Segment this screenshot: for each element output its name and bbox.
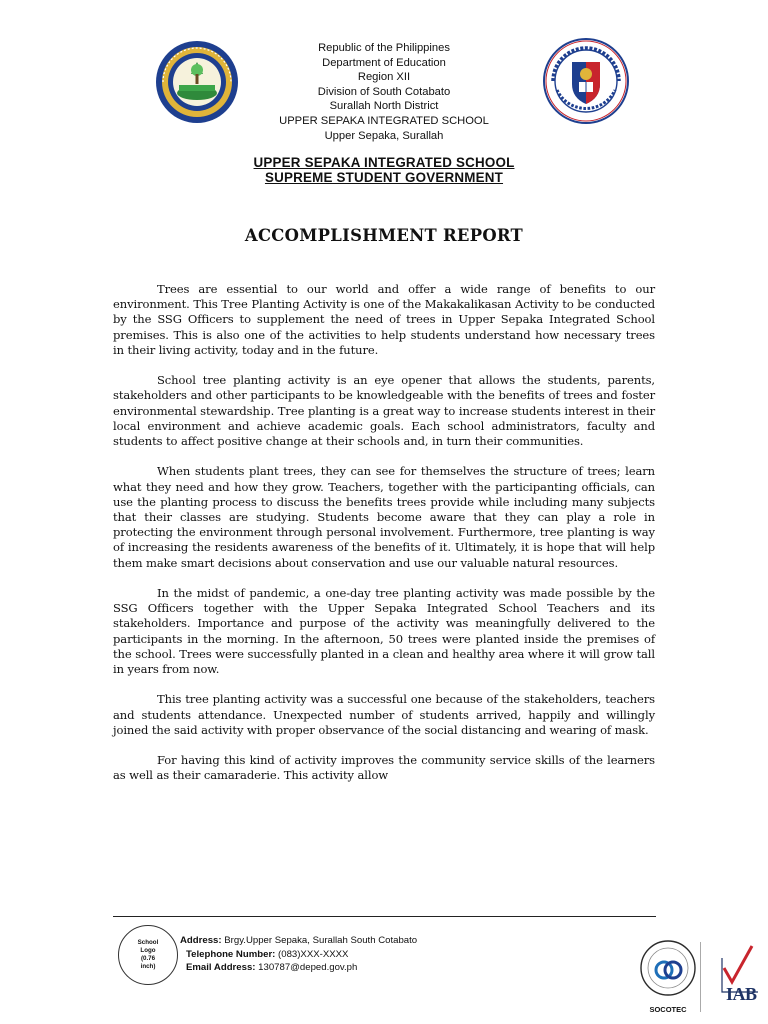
school-seal-icon [155,40,239,124]
iab-label: IAB [726,984,757,1004]
telephone-value: (083)XXX-XXXX [275,948,349,960]
letterhead-line: Region XII [357,71,411,84]
body-paragraph: In the midst of pandemic, a one-day tree planting activity was made possible by the SSG Officers together with the Upper Sepaka Integrated School Teachers and its stakeholders. Importance and purpose of the activity was meaningfully delivered to the participants in the morning. In the afternoon, 50 trees were planted inside the premises of the school. Trees were successfully planted in a clean and healthy area where it will grow tall in years from now. [113,586,655,677]
footer-address [180,934,417,948]
footer-telephone [180,948,417,962]
logo-placeholder-text: School [137,939,159,946]
logo-placeholder-text: (0.76 [140,955,156,962]
organization-school: UPPER SEPAKA INTEGRATED SCHOOL [253,155,515,170]
footer-email [180,961,417,975]
footer-contact [180,934,417,975]
footer-divider [113,916,656,917]
email-label: Email Address: [186,962,256,974]
address-label: Address: [180,935,222,946]
letterhead-line: Surallah North District [329,100,439,113]
letterhead-line: Upper Sepaka, Surallah [324,129,444,142]
page-title: ACCOMPLISHMENT REPORT [244,226,524,245]
deped-seal-icon [543,38,629,124]
body-paragraph: When students plant trees, they can see for themselves the structure of trees; learn what they need and how they grow. Teachers, together with the participanting officials, can use the planting process to discuss the benefits trees provide while including many subjects that their classes are studying. Students become aware that they can play a role in protecting the environment through personal involvement. Furthermore, tree planting is way of increasing the residents awareness of the benefits of it. Ultimately, it is hope that will help them make smart decisions about conservation and use our valuable natural resources. [113,464,655,570]
logo-placeholder-text: inch) [140,963,156,970]
body-paragraph: School tree planting activity is an eye opener that allows the students, parents, stakeholders and other participants to be knowledgeable with the benefits of trees and foster environmental stewardship. Tree planting is a great way to increase students interest in their local environment and achieve academic goals. Each school administrators, faculty and students to affect positive change at their schools and, in turn their communities. [113,373,655,449]
letterhead-line: Division of South Cotabato [317,85,451,98]
school-logo-placeholder [118,925,178,985]
email-value: 130787@deped.gov.ph [255,962,358,974]
telephone-label: Telephone Number: [186,948,276,960]
body-paragraph: This tree planting activity was a successful one because of the stakeholders, teachers and students attendance. Unexpected number of students arrived, happily and willingly joined the said activity with proper observance of the social distancing and wearing of mask. [113,692,655,737]
logo-placeholder-text: Logo [140,947,156,954]
socotec-label: SOCOTEC [649,1005,687,1014]
body-paragraph: Trees are essential to our world and offer a wide range of benefits to our environment. This Tree Planting Activity is one of the Makakalikasan Activity to be conducted by the SSG Officers to supplement the need of trees in Upper Sepaka Integrated School premises. This is also one of the activities to help students understand how necessary trees in their living activity, today and in the future. [113,282,655,357]
letterhead [250,41,518,143]
organization-body: SUPREME STUDENT GOVERNMENT [264,170,504,185]
organization-heading [160,155,608,185]
letterhead-line: Department of Education [322,56,446,69]
report-body [113,282,655,799]
certification-divider [700,942,701,1012]
address-value: Brgy.Upper Sepaka, Surallah South Cotabato [221,935,418,946]
letterhead-line: UPPER SEPAKA INTEGRATED SCHOOL [279,114,489,127]
letterhead-line: Republic of the Philippines [318,42,450,54]
body-paragraph: For having this kind of activity improves the community service skills of the learners as well as their camaraderie. This activity allow [113,753,655,783]
